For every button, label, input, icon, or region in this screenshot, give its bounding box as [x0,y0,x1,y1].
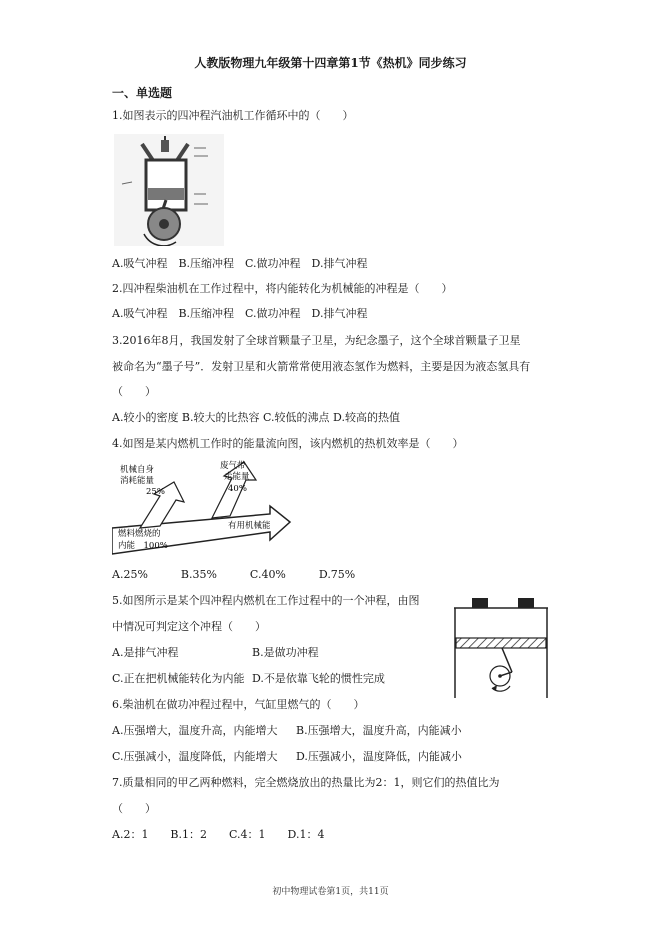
q6-option-a: A.压强增大，温度升高，内能增大 [112,724,278,737]
exhaust-pct: 40% [228,484,247,494]
q5-option-b: B.是做功冲程 [252,646,319,659]
machine-pct: 25% [146,487,165,497]
q3-options: A.较小的密度 B.较大的比热容 C.较低的沸点 D.较高的热值 [112,411,400,424]
q4-stem: 4.如图是某内燃机工作时的能量流向图，该内燃机的热机效率是（ ） [112,437,464,450]
q7-line2: （ ） [112,802,156,815]
fuel-label-1: 燃料燃烧的 [118,529,161,539]
q2-options: A.吸气冲程 B.压缩冲程 C.做功冲程 D.排气冲程 [112,307,368,320]
section-heading: 一、单选题 [112,86,173,100]
exhaust-label-2: 走能量 [224,472,250,482]
q6-stem: 6.柴油机在做功冲程过程中，气缸里燃气的（ ） [112,698,365,711]
page-title: 人教版物理九年级第十四章第1节《热机》同步练习 [194,56,467,70]
machine-label-2: 消耗能量 [120,476,155,486]
page-footer: 初中物理试卷第1页，共11页 [272,887,389,897]
useful-label: 有用机械能 [228,521,271,531]
q5-line1: 5.如图所示是某个四冲程内燃机在工作过程中的一个冲程，由图 [112,594,420,607]
q6-option-d: D.压强减小，温度降低，内能减小 [296,750,462,763]
q5-option-d: D.不是依靠飞轮的惯性完成 [252,672,385,685]
q2-stem: 2.四冲程柴油机在工作过程中，将内能转化为机械能的冲程是（ ） [112,282,453,295]
fuel-label-2: 内能 100% [118,541,168,551]
q5-line2: 中情况可判定这个冲程（ ） [112,620,266,633]
q6-option-c: C.压强减小，温度降低，内能增大 [112,750,278,763]
q5-option-c: C.正在把机械能转化为内能 [112,672,245,685]
q6-option-b: B.压强增大，温度升高，内能减小 [296,724,462,737]
q1-stem: 1.如图表示的四冲程汽油机工作循环中的（ ） [112,109,354,122]
q3-line2: 被命名为“墨子号”．发射卫星和火箭常常使用液态氢作为燃料，主要是因为液态氢具有 [112,360,531,373]
q4-options: A.25% B.35% C.40% D.75% [112,568,356,581]
q3-line1: 3.2016年8月，我国发射了全球首颗量子卫星，为纪念墨子，这个全球首颗量子卫星 [112,334,521,347]
cylinder-figure [452,596,552,700]
piston [456,638,546,648]
machine-label-1: 机械自身 [120,465,155,475]
exhaust-valve [518,598,534,608]
q1-options: A.吸气冲程 B.压缩冲程 C.做功冲程 D.排气冲程 [112,257,368,270]
q7-options: A.2：1 B.1：2 C.4：1 D.1：4 [112,828,325,841]
intake-valve [472,598,488,608]
engine-figure [114,134,224,246]
q5-option-a: A.是排气冲程 [112,646,179,659]
energy-flow-diagram [112,458,292,558]
exhaust-label-1: 废气带 [220,461,246,471]
q7-line1: 7.质量相同的甲乙两种燃料，完全燃烧放出的热量比为2：1，则它们的热值比为 [112,776,500,789]
q3-line3: （ ） [112,385,156,398]
